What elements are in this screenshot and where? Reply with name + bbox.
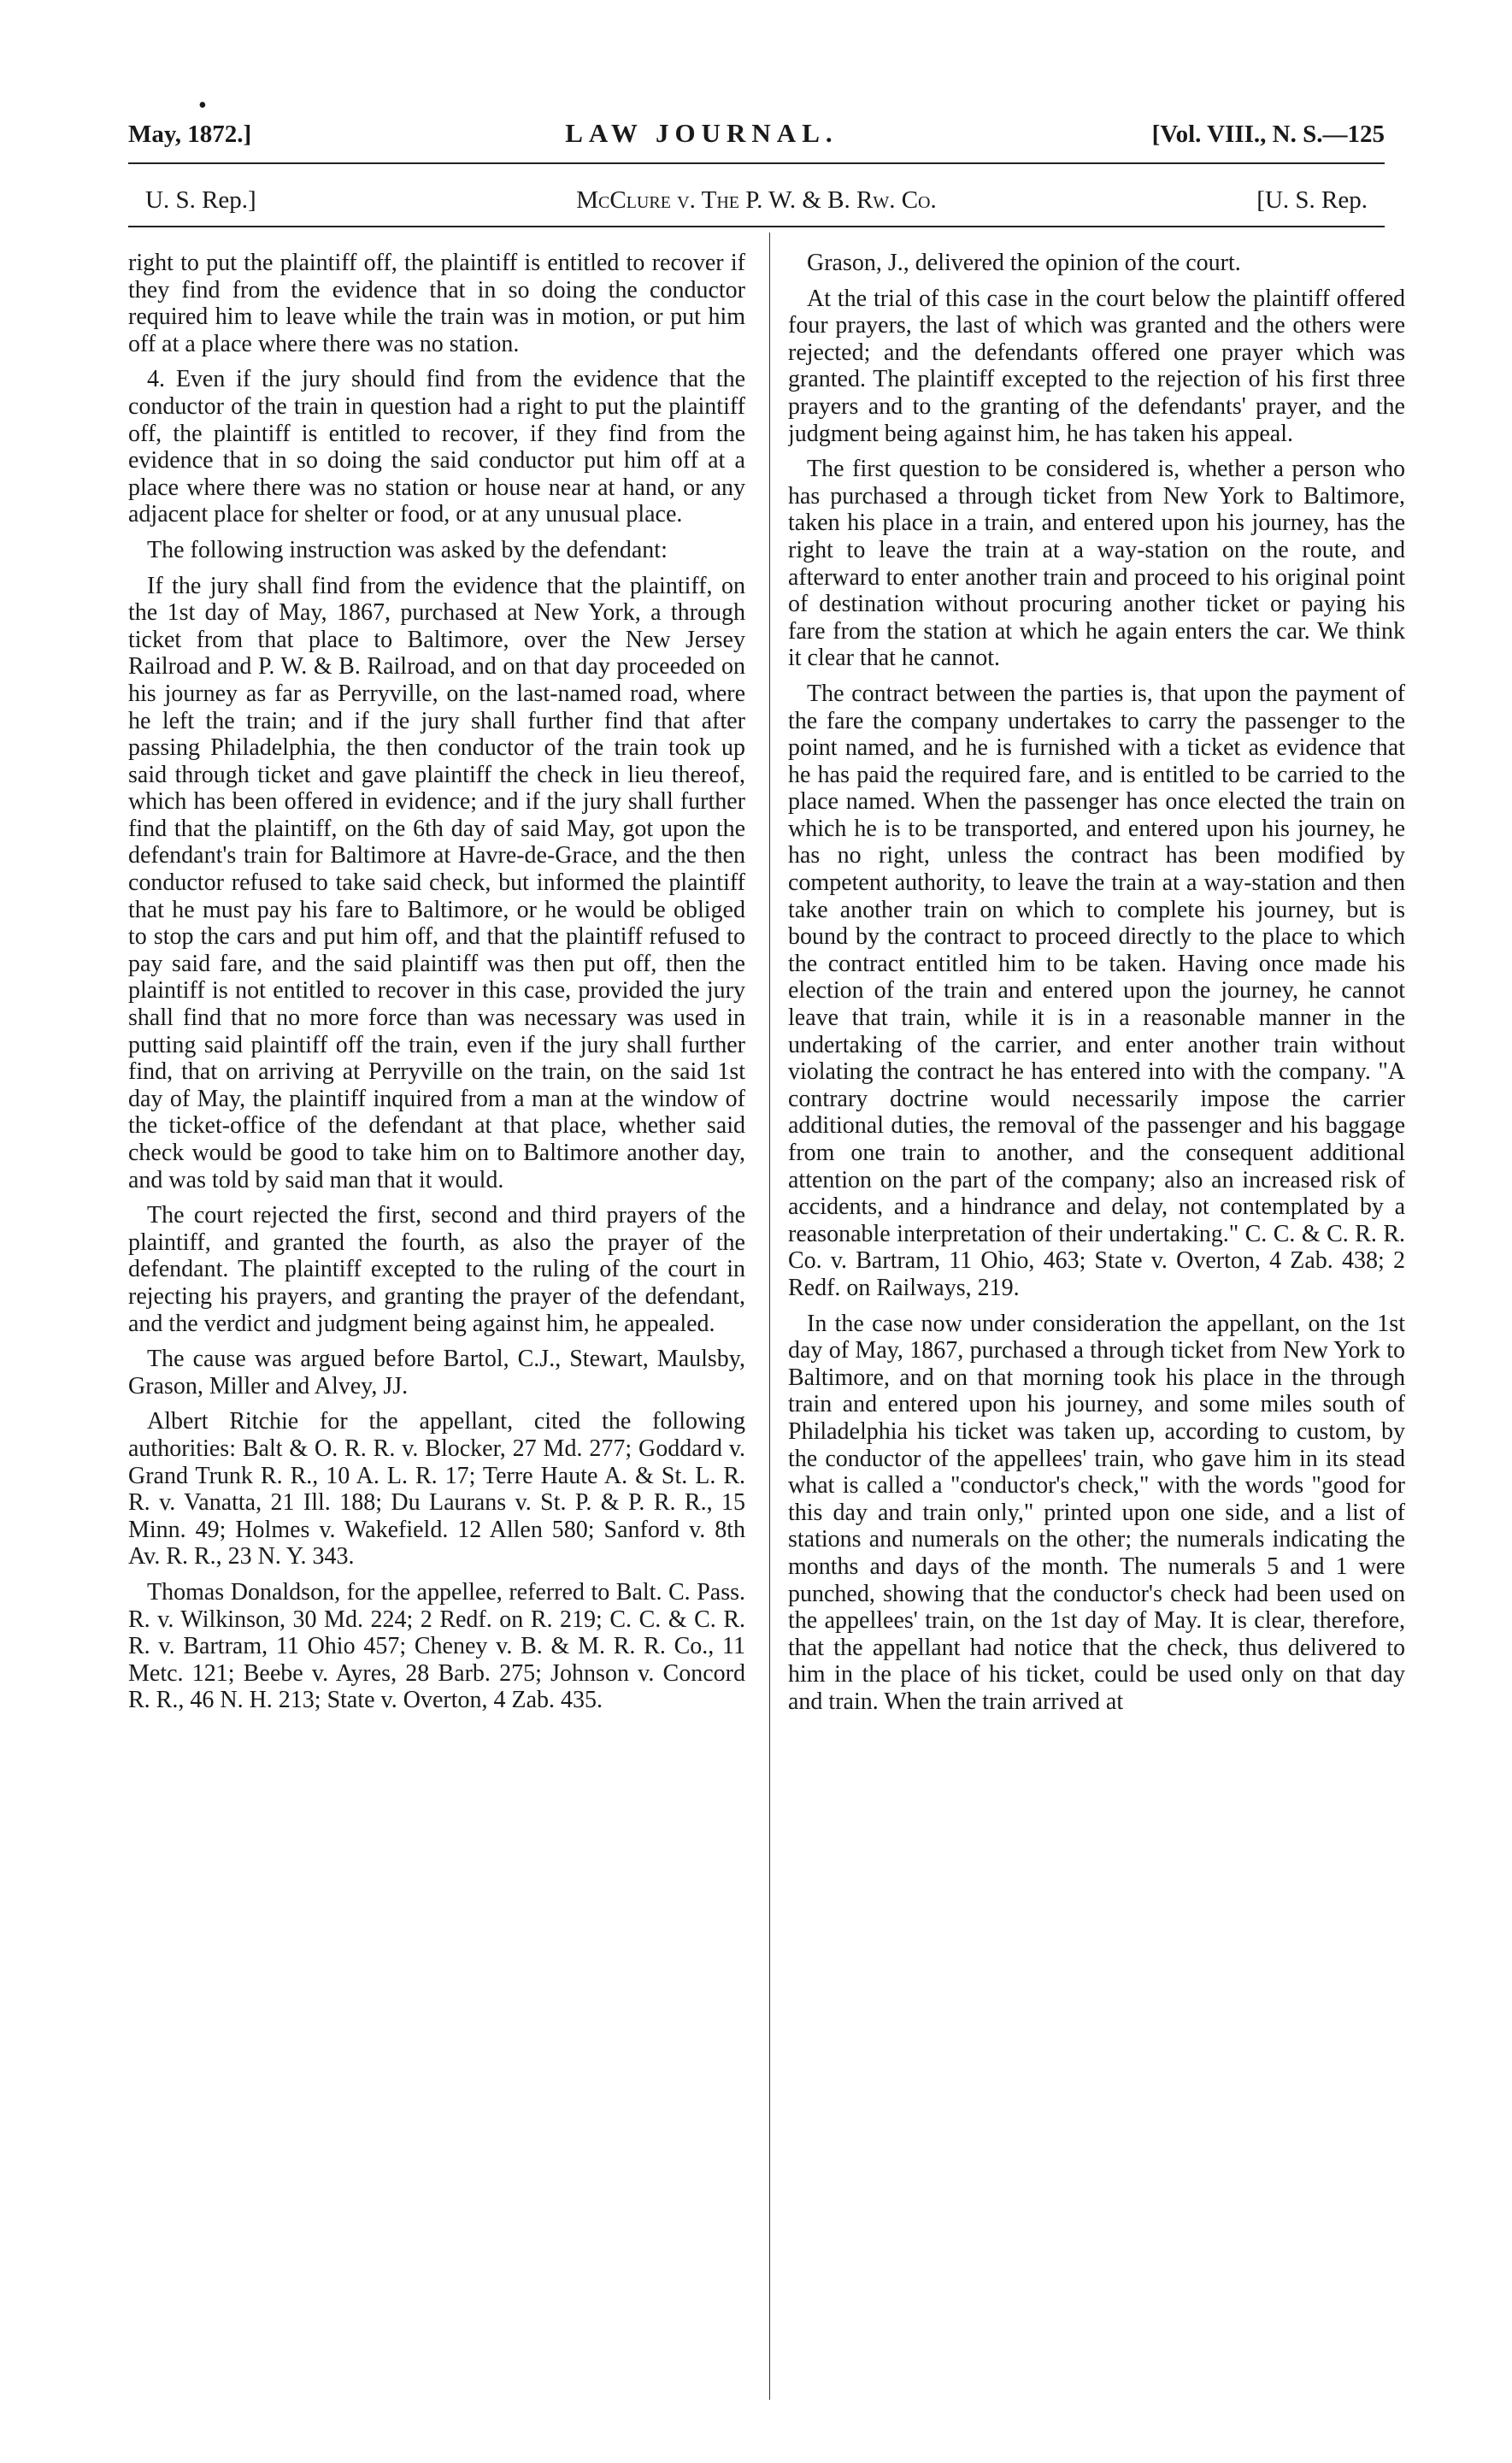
left-column [128,250,745,2404]
case-header [145,186,1368,221]
running-head [128,118,1385,156]
header-rule [128,162,1385,164]
paragraph: right to put the plaintiff off, the plaintiff is entitled to recover if they find from the evidence that in so doing the conductor required him to leave while the train was in motion, or put him off at a place where there was no station. [128,250,745,357]
paragraph: The following instruction was asked by the defendant: [147,536,668,563]
paragraph: The cause was argued before Bartol, C.J., Stewart, Maulsby, Grason, Miller and Alvey, JJ. [128,1346,745,1399]
paragraph: In the case now under consideration the appellant, on the 1st day of May, 1867, purchased a through ticket from New York to Baltimore, and on that morning took his place in the through train and entered upon his journey, and some miles south of Philadelphia his ticket was taken up, according to custom, by the conductor of the appellees' train, who gave him in its stead what is called a "conductor's check," with the words "good for this day and train only," printed upon one side, and a list of stations and numerals on the other; the numerals indicating the months and days of the month. The numerals 5 and 1 were punched, showing that the conductor's check had been used on the appellees' train, on the 1st day of May. It is clear, therefore, that the appellant had notice that the check, thus delivered to him in the place of his ticket, could be used only on that day and train. When the train arrived at [788,1310,1405,1715]
paragraph: 4. Even if the jury should find from the evidence that the conductor of the train in question had a right to put the plaintiff off, the plaintiff is entitled to recover, if they find from the evidence that in so doing the said conductor put him off at a place where there was no station or house near at hand, or any adjacent place for shelter or food, or at any unusual place. [128,366,745,528]
paragraph: If the jury shall find from the evidence that the plaintiff, on the 1st day of May, 1867, purchased at New York, a through ticket from that place to Baltimore, over the New Jersey Railroad and P. W. & B. Railroad, and on that day proceeded on his journey as far as Perryville, on the last-named road, where he left the train; and if the jury shall further find that after passing Philadelphia, the then conductor of the train took up said through ticket and gave plaintiff the check in lieu thereof, which has been offered in evidence; and if the jury shall further find that the plaintiff, on the 6th day of said May, got upon the defendant's train for Baltimore at Havre-de-Grace, and the then conductor refused to take said check, but informed the plaintiff that he must pay his fare to Baltimore, or he would be obliged to stop the cars and put him off, and that the plaintiff refused to pay said fare, and the said plaintiff was then put off, then the plaintiff is not entitled to recover in this case, provided the jury shall find that no more force than was necessary was used in putting said plaintiff off the train, even if the jury shall further find, that on arriving at Perryville on the train, on the said 1st day of May, the plaintiff inquired from a man at the window of the ticket-office of the defendant at that place, whether said check would be good to take him on to Baltimore another day, and was told by said man that it would. [128,572,745,1193]
journal-title: LAW JOURNAL. [565,118,838,148]
paragraph: At the trial of this case in the court below the plaintiff offered four prayers, the last of which was granted and the others were rejected; and the defendants offered one prayer which was granted. The plaintiff excepted to the rejection of his first three prayers and to the granting of the defendants' prayer, and the judgment being against him, he has taken his appeal. [788,285,1405,447]
paragraph: Thomas Donaldson, for the appellee, referred to Balt. C. Pass. R. v. Wilkinson, 30 Md. 224; 2 Redf. on R. 219; C. C. & C. R. R. v. Bartram, 11 Ohio 457; Cheney v. B. & M. R. R. Co., 11 Metc. 121; Beebe v. Ayres, 28 Barb. 275; Johnson v. Concord R. R., 46 N. H. 213; State v. Overton, 4 Zab. 435. [128,1578,745,1714]
case-header-rule [128,226,1385,227]
column-divider [769,233,770,2400]
paragraph: The contract between the parties is, that upon the payment of the fare the company undertakes to carry the passenger to the point named, and he is furnished with a ticket as evidence that he has paid the required fare, and is entitled to be carried to the place named. When the passenger has once elected the train on which he is to be transported, and entered upon his journey, he has no right, unless the contract has been modified by competent authority, to leave the train at a way-station and then take another train on which to complete his journey, but is bound by the contract to proceed directly to the place to which the contract entitled him to be taken. Having once made his election of the train and entered upon the journey, he cannot leave that train, while it is in a reasonable manner in the undertaking of the carrier, and enter another train without violating the contract he has entered into with the company. "A contrary doctrine would necessarily impose the carrier additional duties, the removal of the passenger and his baggage from one train to another, and the consequent additional attention on the part of the company; also an increased risk of accidents, and a hindrance and delay, not contemplated by a reasonable interpretation of their undertaking." C. C. & C. R. R. Co. v. Bartram, 11 Ohio, 463; State v. Overton, 4 Zab. 438; 2 Redf. on Railways, 219. [788,680,1405,1301]
right-column [788,250,1405,2404]
case-title: McClure v. The P. W. & B. Rw. Co. [576,186,937,214]
reporter-right: [U. S. Rep. [1256,186,1368,214]
paragraph: The court rejected the first, second and third prayers of the plaintiff, and granted the fourth, as also the prayer of the defendant. The plaintiff excepted to the ruling of the court in rejecting his prayers, and granting the prayer of the defendant, and the verdict and judgment being against him, he appealed. [128,1202,745,1337]
paragraph: The first question to be considered is, whether a person who has purchased a through ticket from New York to Baltimore, taken his place in a train, and entered upon his journey, has the right to leave the train at a way-station on the route, and afterward to enter another train and proceed to his original point of destination without procuring another ticket or paying his fare from the station at which he again enters the car. We think it clear that he cannot. [788,456,1405,672]
paragraph: Grason, J., delivered the opinion of the court. [807,250,1241,276]
volume-page: [Vol. VIII., N. S.—125 [1151,121,1385,148]
reporter-left: U. S. Rep.] [145,186,256,214]
journal-page [128,79,1405,2413]
ink-dot: • [198,92,207,119]
paragraph: Albert Ritchie for the appellant, cited the following authorities: Balt & O. R. R. v. Blocker, 27 Md. 277; Goddard v. Grand Trunk R. R., 10 A. L. R. 17; Terre Haute A. & St. L. R. R. v. Vanatta, 21 Ill. 188; Du Laurans v. St. P. & P. R. R., 15 Minn. 49; Holmes v. Wakefield. 12 Allen 580; Sanford v. 8th Av. R. R., 23 N. Y. 343. [128,1408,745,1570]
issue-date: May, 1872.] [128,121,252,148]
